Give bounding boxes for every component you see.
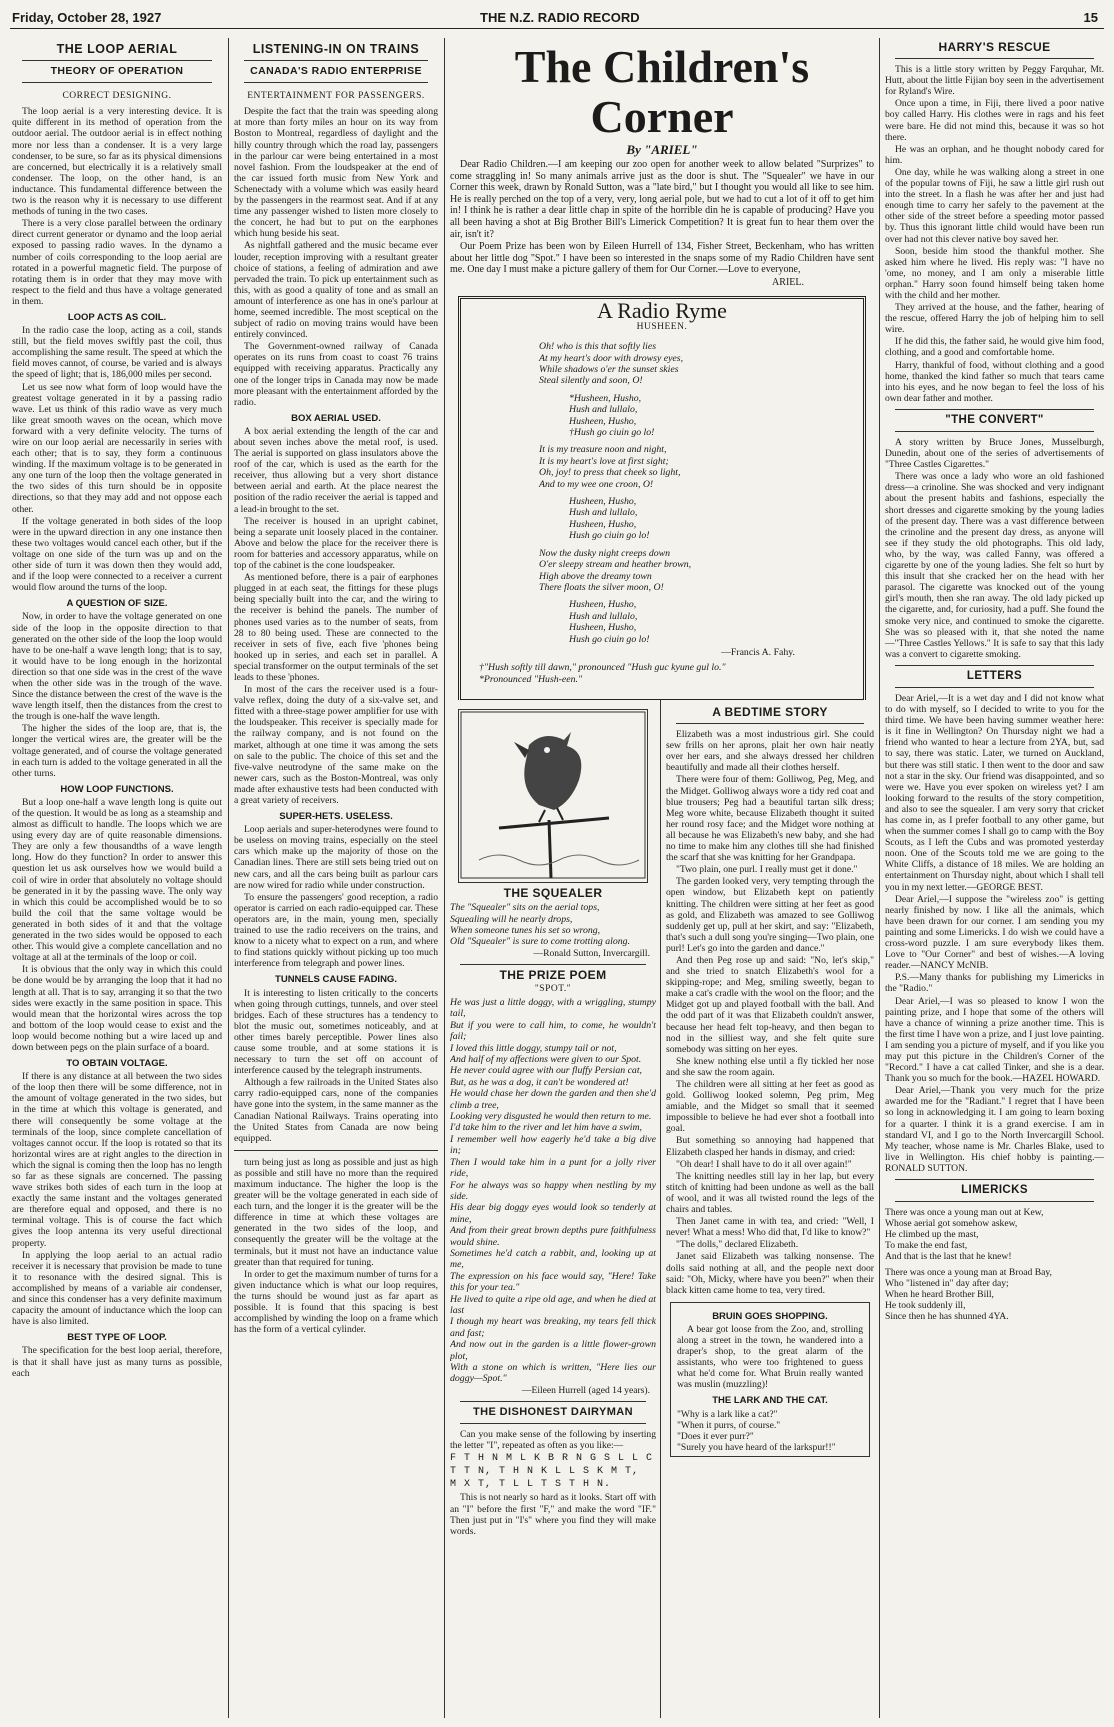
- poem-line: Now the dusky night creeps down: [539, 547, 671, 559]
- poem-line: While shadows o'er the sunset skies: [539, 364, 679, 375]
- section-heading: LOOP ACTS AS COIL.: [67, 311, 167, 323]
- squealer-drawing: [459, 710, 647, 880]
- joke-title: THE LARK AND THE CAT.: [712, 1395, 828, 1407]
- childrens-corner-intro: [450, 38, 874, 308]
- article-trains: [234, 38, 438, 1718]
- paragraph: The receiver is housed in an upright cabinet, being a separate unit loosely placed in the container. Above and below the place for the receiver there is room for batteries and accessory apparatus, while on top of the cabinet is the cone loudspeaker.: [234, 515, 438, 572]
- poem-line: He would chase her down the garden and then she'd climb a tree,: [450, 1088, 656, 1111]
- letter: Dear Ariel,—It is a wet day and I did not know what to do with myself, so I decided to write to you for the third time. We have been having summer weather here: is it fine in Wellington? On Thursday night we had a friend who wanted to hear a lecture from 2YA, but, sad to say, there was static. Later, we turned on Auckland, but there was still static. I then went to the door and saw not a star in the sky. Our friend was disappointed, and so were we. Have you ever spoken on wireless yet? I am looking forward to the results of the story competition, and also to see the squealer. I am very sorry that cricket has come in, as I prefer football to any other game, but when the summer comes I shall go to camp with the Boy Scouts, as I left the Cubs and was promoted yesterday noon. One of the Scouts told me we are going to the White Cliffs, a distance of 18 miles. We are holding an entertainment on Thursday night, about which I shall tell you in my next letter.—GEORGE BEST.: [885, 692, 1104, 893]
- poem-line: He never could agree with our fluffy Persian cat,: [450, 1065, 642, 1077]
- section-heading: BOX AERIAL USED.: [291, 412, 381, 424]
- footnote: †"Hush softly till dawn," pronounced "Hush guc kyune gul lo.": [479, 662, 726, 674]
- column-rule: [879, 38, 880, 1718]
- poem-line: Oh! who is this that softly lies: [539, 341, 657, 353]
- poem-title: A Radio Ryme: [597, 298, 727, 323]
- poem-line: Husheen, Husho,: [569, 599, 637, 611]
- headline: A BEDTIME STORY: [712, 705, 828, 719]
- article-bedtime-story: [666, 705, 874, 1715]
- poem-line: He was just a little doggy, with a wriggling, stumpy tail,: [450, 997, 656, 1020]
- poem-line: The "Squealer" sits on the aerial tops,: [450, 902, 600, 914]
- poem-line: Husheen, Husho,: [569, 622, 637, 634]
- poem-subtitle: "SPOT.": [534, 983, 572, 994]
- letter: P.S.—Many thanks for publishing my Limericks in the "Radio.": [885, 972, 1104, 995]
- puzzle-code: M X T, T L L T S T H N.: [450, 1479, 612, 1491]
- letter: Dear Ariel,—I suppose the "wireless zoo" is getting nearly finished by now. I like all the animals, which have been drawn for our corner. I am sending you my painting and some Limericks. I do wish we could have a cross-word puzzle. I am sure everybody likes them. Love to "Our Corner" and best of wishes.—A loving reader.—NANCY McNIB.: [885, 893, 1104, 972]
- paragraph: As mentioned before, there is a pair of earphones plugged in at each seat, the fittings for these plugs being specially built into the car, and the wiring to the receiver is behind the panels. The number of phones used varies as to the number of seats, from 28 to 80 being used. These are connected to the receiver in sets of five, each five 'phones being hooked up in series, and each set in parallel. A special transformer on the output terminals of the set leads to these 'phones.: [234, 572, 438, 683]
- poem-title: THE SQUEALER: [503, 886, 603, 900]
- poem-line: *Husheen, Husho,: [569, 392, 642, 404]
- poem-body: [450, 997, 656, 1385]
- column-rule: [444, 38, 445, 1718]
- headline: HARRY'S RESCUE: [938, 40, 1051, 54]
- byline: By "ARIEL": [626, 142, 698, 157]
- limerick-line: Who "listened in" day after day;: [885, 1277, 1009, 1289]
- section-title: The Children's Corner: [514, 41, 810, 142]
- limerick-line: Whose aerial got somehow askew,: [885, 1218, 1018, 1230]
- paragraph: Our Poem Prize has been won by Eileen Hurrell of 134, Fisher Street, Beckenham, who has written about her little dog "Spot." I have been so interested in the snaps some of my Radio Children have sent me. One day I must make a picture gallery of them for Our Corner.—Love to everyone,: [450, 241, 874, 276]
- masthead: [10, 8, 1104, 29]
- paragraph-continued: turn being just as long as possible and just as high as possible and still have no more than the required maximum inductance. The higher the loop is the greater will be the voltage generated in each side of each turn, and the longer it is the greater will be the difference in time at which these voltages are generated in the two sides of the loop, and consequently the greater will be the voltage at the terminals, but it must not have an inductance value greater than that required for tuning.: [234, 1156, 438, 1268]
- paragraph: "The dolls," declared Elizabeth.: [676, 1239, 799, 1251]
- paragraph: A box aerial extending the length of the car and about seven inches above the metal roof, is used. The aerial is supported on glass insulators above the roof of the car, which is used as the earth for the receiver, thus allowing but a very short distance between aerial and earth. At the place nearest the position of the radio receiver the aerial is tapped and a lead-in brought to the set.: [234, 425, 438, 515]
- section-heading: BEST TYPE OF LOOP.: [67, 1332, 167, 1344]
- paragraph: But something so annoying had happened that Elizabeth clasped her hands in dismay, and cried:: [666, 1135, 874, 1158]
- column-rule: [228, 38, 229, 1718]
- joke-body: [677, 1409, 863, 1453]
- limerick-line: There was once a young man out at Kew,: [885, 1207, 1044, 1219]
- poem-line: It is my treasure noon and night,: [539, 444, 667, 456]
- paragraph: This is a little story written by Peggy Farquhar, Mt. Hutt, about the little Fijian boy seen in the advertisement for Ryland's Wire.: [885, 64, 1104, 98]
- poem-line: Oh, joy! to press that cheek so light,: [539, 467, 681, 479]
- paragraph: Despite the fact that the train was speeding along at more than forty miles an hour on its way from Boston to Montreal, regardless of daylight and the hilly country through which the road lay, passengers in the parlour car were being entertained in a most novel fashion. From the loudspeaker at the end of the car issued forth music from New York and Schenectady with a volume which was easily heard by the passengers in the rearmost seat. And if at any time any passenger wished to listen more closely to the concert, he had but to put on the earphones which hung beside his seat.: [234, 106, 438, 240]
- column-poems: [450, 705, 656, 1715]
- column-rule: [660, 700, 661, 1718]
- headline: LETTERS: [966, 669, 1023, 682]
- paragraph: Once upon a time, in Fiji, there lived a poor native boy called Harry. His clothes were in rags and his feet were bare. He did not mind this, because it was so hot there.: [885, 98, 1104, 143]
- paragraph: Let us see now what form of loop would have the greatest voltage generated in it by a passing radio wave. Let us think of this radio wave as very much like great smooth waves on the ocean, which move forward with a very definite velocity. The turns of wire on our loop aerial are necessarily in series with each other; that is to say, they form a continuous winding. If the maximum voltage is to be generated in any one turn of the loop then the voltage generated in the two sides of this turn should be in opposite directions, so that they may add and not oppose each other.: [12, 381, 222, 515]
- poem-line: Hush go ciuin go lo!: [569, 530, 650, 542]
- paragraph: The knitting needles still lay in her lap, but every stitch of knitting had been undone as well as the ball of wool, and it was all twisted round the legs of the chairs and tables.: [666, 1170, 874, 1216]
- paragraph: In the radio case the loop, acting as a coil, stands still, but the field moves swiftly past the coil, thus accomplishing the same result. The speed at which the field moves cannot, of course, be varied and is always the speed of light; that is, 186,000 miles per second.: [12, 325, 222, 381]
- puzzle-code: T T N, T H N K L L S K M T,: [450, 1466, 640, 1478]
- poem-line: I though my heart was breaking, my tears fell thick and fast;: [450, 1316, 656, 1339]
- section-heading: A QUESTION OF SIZE.: [66, 598, 168, 610]
- poem-line: The expression on his face would say, "Here! Take this for your tea.": [450, 1270, 656, 1294]
- paragraph: There is a very close parallel between the ordinary direct current generator or dynamo and the loop aerial exposed to passing radio waves. In the dynamo a number of coils corresponding to the loop aerial are rotated in a powerful magnetic field. The purpose of rotating them is in order that they may move with respect to the field and thus have a voltage generated in them.: [12, 218, 222, 307]
- paragraph: There were four of them: Golliwog, Peg, Meg, and the Midget. Golliwog always wore a tidy red coat and blue trousers; Peg had a beautiful tartan silk dress; Meg wore white, because Elizabeth thought it suited her round rosy face; and the Midget wore nothing at all because he was Elizabeth's new baby, and she had no time to make him any clothes till she had finished the scarf that she was knitting for her Grandpapa.: [666, 774, 874, 864]
- poem-title: THE PRIZE POEM: [499, 967, 607, 982]
- squealer-illustration: [458, 709, 648, 883]
- paragraph: Harry, thankful of food, without clothing and a good home, thanked the kind father so much that tears came into his eyes, and he now began to feel the loss of his own dear father and mother.: [885, 359, 1104, 404]
- paragraph: A story written by Bruce Jones, Musselburgh, Dunedin, about one of the series of advertisements of "Three Castles Cigarettes.": [885, 437, 1104, 471]
- paragraph: To ensure the passengers' good reception, a radio operator is carried on each radio-equipped car. These operators are, in the main, young men, specially trained to use the radio receivers on the trains, and know to a nicety what to expect on a run, and where to find stations quickly without picking up too much interference from telegraph and power lines.: [234, 891, 438, 970]
- paragraph: If there is any distance at all between the two sides of the loop then there will be some difference, not in the amount of voltage generated in the two sides, but in the time at which this voltage is generated, and there will consequently be some voltage at the terminals of the loop, since complete cancellation of voltages cannot occur. If the loop is rotated so that its horizontal wires are at right angles to the direction in which the signal is coming then the loop has no length so far as these signals are concerned. The passing wave strikes both sides of each turn in the loop at exactly the same instant and the voltages generated are therefore equal and opposed, and there is no terminal voltage. This is of course the fact which gives the loop antenna its very useful directional property.: [12, 1071, 222, 1249]
- article-loop-aerial: [12, 38, 222, 1718]
- poem-line: Steal silently and soon, O!: [539, 375, 643, 387]
- paragraph: Can you make sense of the following by inserting the letter "I", repeated as often as you like:—: [450, 1429, 656, 1452]
- poem-line: I loved this little doggy, stumpy tail or not,: [450, 1042, 617, 1054]
- poem-line: Looking very disgusted he would then return to me.: [450, 1111, 652, 1123]
- subheadline: THEORY OF OPERATION: [50, 65, 184, 78]
- paragraph: One day, while he was walking along a street in one of the popular towns of Fiji, he saw a little girl rush out into the street. In a flash he was after her and just had enough time to carry her safely to the pavement at the other side of the street before a speeding motor passed by. Thus this ignorant little child would have been run over had not this clever native boy saved her.: [885, 166, 1104, 245]
- poem-line: And from their great brown depths pure faithfulness would shine.: [450, 1225, 656, 1248]
- poem-line: It is my heart's love at first sight;: [539, 455, 669, 467]
- joke-line: "When it purrs, of course.": [677, 1419, 781, 1431]
- poem-line: O'er sleepy stream and heather brown,: [539, 559, 692, 571]
- limerick: [885, 1207, 1104, 1262]
- poem-line: High above the dreamy town: [539, 570, 652, 582]
- paragraph: In most of the cars the receiver used is a four-valve reflex, doing the duty of a six-valve set, and fitted with a three-stage power amplifier for use with the loudspeaker. This receiver is specially made for the railway company, and is not found on the market, although at one time it was among the sets on sale to the public. The choice of this set and the five-valve neutrodyne of the same make on the newer cars, such as the Boston-Montreal, was only made after exhaustive tests had been conducted with a great variety of receivers.: [234, 684, 438, 806]
- section-heading: HOW LOOP FUNCTIONS.: [60, 783, 174, 795]
- poem-line: Old "Squealer" is sure to come trotting along.: [450, 936, 631, 948]
- joke-title: BRUIN GOES SHOPPING.: [712, 1310, 828, 1322]
- signature: ARIEL.: [772, 277, 804, 289]
- paragraph: The loop aerial is a very interesting device. It is quite different in its method of operation from the outdoor aerial. The outdoor aerial is in effect nothing more nor less than a condenser. It is a very large condenser, to be sure, so far as its physical dimensions are concerned, but electrically it is a relatively small condenser. The loop, on the other hand, is an inductance. This fundamental difference between the two is the reason why it is necessary to use different methods of tuning in the two cases.: [12, 106, 222, 218]
- puzzle-code: F T H N M L K B R N G S L L C: [450, 1453, 654, 1465]
- poem-line: Hush and lullalo,: [569, 610, 638, 622]
- subheadline: CANADA'S RADIO ENTERPRISE: [250, 65, 422, 78]
- poem-line: I remember well how eagerly he'd take a big dive in;: [450, 1133, 656, 1157]
- limerick-line: When he heard Brother Bill,: [885, 1288, 994, 1300]
- publication-title: THE N.Z. RADIO RECORD: [480, 10, 640, 25]
- poem-body: [469, 341, 855, 658]
- poem-line: †Hush go ciuin go lo!: [569, 427, 655, 439]
- radio-ryme-box: [450, 290, 874, 700]
- paragraph: She knew nothing else until a fly tickled her nose and she saw the room again.: [666, 1055, 874, 1078]
- paragraph: But a loop one-half a wave length long is quite out of the question. It would be as long as a steamship and almost as difficult to handle. The loops which we are using every day are of quite reasonable dimensions. They are only a few thousandths of a wave length long. How do they function? In order to answer this question let us ask ourselves how we would build a coil of wire in order that absolutely no voltage should be generated in it by the passing wave. The only way in which this could be accomplished would be to so build the coil that the same voltage would be generated in both sides of it and that the voltage generated in the two sides would be opposed to each other. This would give a complete cancellation and no voltage at all at the terminals of the loop or coil.: [12, 796, 222, 964]
- poem-line: But, as he was a dog, it can't be wondered at!: [450, 1076, 629, 1088]
- paragraph: The higher the sides of the loop are, that is, the longer the vertical wires are, the greater will be the voltage generated, and of course the voltage generated in each turn is added to the voltage generated in all the other turns.: [12, 723, 222, 779]
- kicker: ENTERTAINMENT FOR PASSENGERS.: [247, 91, 425, 102]
- limerick: [885, 1267, 1104, 1322]
- paragraph: As nightfall gathered and the music became ever louder, reception improving with a resultant greater choice of stations, a feeling of admiration and awe pervaded the train. To pick up entertainment such as this, with as good a quality of tone and as small an amount of interference as one has in one's parlour at home, seemed incredible. The most sceptical on the subject of radio on moving trains would have been entirely convinced.: [234, 240, 438, 341]
- footnote: *Pronounced "Hush-een.": [479, 673, 583, 685]
- paragraph: Loop aerials and super-heterodynes were found to be useless on moving trains, especially on the steel cars which make up the majority of those on the Canadian lines. There are still sets being tried out on new cars, and all the cars being built as parlour cars are now wired for radio while under construction.: [234, 824, 438, 891]
- section-heading: TUNNELS CAUSE FADING.: [275, 974, 397, 986]
- poem-line: I'd take him to the river and let him have a swim,: [450, 1122, 643, 1134]
- poem-line: His dear big doggy eyes would look so tenderly at mine,: [450, 1202, 656, 1225]
- paragraph: Dear Radio Children.—I am keeping our zoo open for another week to allow belated "Surprizes" to come straggling in! So many animals arrive just as the door is shut. The "Squealer" we have in our Corner this week, drawn by Ronald Sutton, was a "late bird," but I thought you would all like to see him. He is really perched on the top of a very, very, long aerial pole, but we had to cut a lot of it off to get him in! I think he is rather a dear little chap in spite of the horrible din he is capable of producing? Have you all been having a shot at Big Brother Bill's Limerick Competition? It is great fun to hear them over the air, isn't it?: [450, 159, 874, 240]
- poem-line: But if you were to call him, to come, he wouldn't fail;: [450, 1019, 656, 1043]
- poem-line: And to my wee one croon, O!: [539, 478, 654, 490]
- limerick-line: To make the end fast,: [885, 1240, 968, 1252]
- headline: THE LOOP AERIAL: [56, 42, 178, 56]
- puzzle-title: THE DISHONEST DAIRYMAN: [473, 1405, 633, 1418]
- paragraph: And then Peg rose up and said: "No, let's skip," and she tried to snatch Elizabeth's wool for a skipping-rope; and Meg, smiling sweetly, began to make a cat's cradle with the wool on the floor; and the Midget got up and played football with the ball. And the odd part of it was that Elizabeth couldn't answer, because her head felt top-heavy, and then began to nod in the silliest way, and she felt quite sure somebody was sitting on her eyes.: [666, 954, 874, 1055]
- joke-line: "Surely you have heard of the larkspur!!": [677, 1441, 836, 1453]
- poem-line: And half of my affections were given to our Spot.: [450, 1054, 642, 1066]
- headline: "THE CONVERT": [945, 413, 1044, 426]
- paragraph: If he did this, the father said, he would give him food, clothing, and a good and comfortable home.: [885, 336, 1104, 359]
- paragraph: They arrived at the house, and the father, hearing of the rescue, offered Harry the job of helping him to sell wire.: [885, 302, 1104, 336]
- paragraph: It is interesting to listen critically to the concerts when going through cuttings, tunnels, and over steel bridges. Each of these structures has a tendency to blot the music out, sometimes noticeably, and at other times barely perceptible. Power lines also cause some trouble, and at some stations it is necessary to turn the set off on account of interference caused by the telegraph instruments.: [234, 987, 438, 1077]
- poem-credit: —Eileen Hurrell (aged 14 years).: [521, 1384, 650, 1396]
- page-number: 15: [1083, 10, 1098, 25]
- joke-line: "Why is a lark like a cat?": [677, 1408, 778, 1420]
- paragraph: It is obvious that the only way in which this could be done would be by arranging the loop that it had no length at all. That is to say, arranging it so that the two sides were exactly in the same position in space. This would mean that the horizontal wires across the top and bottom of the loop would cease to exist and the loop would become nothing but a wire laced up and down between pegs on the plain surface of a board.: [12, 964, 222, 1053]
- poem-line: Then I would take him in a punt for a jolly river ride,: [450, 1156, 656, 1180]
- column-readers: [885, 38, 1104, 1718]
- paragraph: Then Janet came in with tea, and cried: "Well, I never! What a mess! Who did that, I'd like to know?": [666, 1216, 874, 1239]
- joke-line: "Does it ever purr?": [677, 1430, 754, 1442]
- headline: LISTENING-IN ON TRAINS: [252, 42, 420, 56]
- paragraph: A bear got loose from the Zoo, and, strolling along a street in the town, he wandered into a draper's shop, to the great alarm of the assistants, who were too frightened to guess what he'd come for. What Bruin really wanted was muslin (muzzling)!: [677, 1323, 863, 1391]
- poem-author: —Francis A. Fahy.: [721, 646, 795, 658]
- poem-line: Husheen, Husho,: [569, 415, 637, 427]
- poem-line: With a stone on which is written, "Here lies our doggy—Spot.": [450, 1362, 656, 1385]
- paragraph: There was once a lady who wore an old fashioned dress—a crinoline. She was shocked and very indignant about the present habits and fashions, especially the short dresses and cigarette smoking by the young ladies of the present day. There was a vast difference between the crinoline and the present day dress, as anyone will see if they study the old photographs. This old lady, who, by the way, was called Fanny, was offered a cigarette by one of the young ladies. She felt so hurt by this insult that she cracked her on the head with her parasol. The cigarette was knocked out of the young girl's mouth, then she ran away. The old lady picked up the cigarette, and, for curiosity, had a puff. She found the smoke very nice, and continued to smoke the cigarette. She was so pleased with it, that she noted the name—"Three Castles Yellows." It is safe to say that this lady was a convert to cigarette smoking.: [885, 471, 1104, 660]
- letter: Dear Ariel,—I was so pleased to know I won the painting prize, and I hope that some of the others will have a chance of winning a prize another time. This is the first time I have won a prize, and I just love painting. I am sending you a picture of myself, and if you like you may put this picture in the Children's Corner of the "Record." I have a cat called Tinker, and she is a dear. Thank you so much for the book.—HAZEL HOWARD.: [885, 995, 1104, 1085]
- paragraph: The garden looked very, very tempting through the open window, but Elizabeth kept on patiently knitting. The children were sitting at her feet as good as gold, and Elizabeth was amazed to see Golliwog suddenly get up, pull at her skirt, and say: "Elizabeth, that's such a dull song you're singing—Two plain, one purl! Let's go into the garden and dance.": [666, 876, 874, 954]
- paragraph: "Oh dear! I shall have to do it all over again!": [676, 1158, 852, 1170]
- paragraph: Janet said Elizabeth was talking nonsense. The dolls said nothing at all, and the people next door said: "Oh, Micky, where have you been?" when their black kitten came home to tea, very tired.: [666, 1251, 874, 1296]
- poem-line: Hush go ciuin go lo!: [569, 633, 650, 645]
- poem-line: When someone tunes his set so wrong,: [450, 924, 601, 936]
- issue-date: Friday, October 28, 1927: [12, 10, 162, 25]
- paragraph: Soon, beside him stood the thankful mother. She asked him where he lived. His reply was: "I have no 'ome, no money, and I am only a miserable little orphan." Harry soon found himself being taken home with the child and her mother.: [885, 245, 1104, 301]
- limerick-line: And that is the last that he knew!: [885, 1251, 1012, 1263]
- poem-credit: —Ronald Sutton, Invercargill.: [533, 947, 650, 959]
- paragraph: The Government-owned railway of Canada operates on its runs from coast to coast 76 trains equipped with receiving apparatus. Practically any one of the longer trips in Canada may now be made more pleasant with the entertainment afforded by the radio.: [234, 341, 438, 408]
- limerick-line: He climbed up the mast,: [885, 1229, 979, 1241]
- kicker: CORRECT DESIGNING.: [62, 91, 172, 102]
- poem-line: Hush and lullalo,: [569, 507, 638, 519]
- paragraph: "Two plain, one purl. I really must get it done.": [676, 864, 858, 876]
- poem-line: Hush and lullalo,: [569, 404, 638, 416]
- paragraph: Although a few railroads in the United States also carry radio-equipped cars, none of the companies have gone into the system, in the same manner as the Canadian National Railways. Trains operating into the United States from Canada are now being equipped.: [234, 1077, 438, 1144]
- limerick-line: There was once a young man at Broad Bay,: [885, 1266, 1052, 1278]
- poem-body: [450, 902, 656, 948]
- poem-line: Husheen, Husho,: [569, 496, 637, 508]
- poem-line: Squealing will he nearly drops,: [450, 913, 573, 925]
- headline: LIMERICKS: [961, 1184, 1028, 1196]
- jokes-box: [670, 1302, 870, 1457]
- section-heading: TO OBTAIN VOLTAGE.: [66, 1058, 168, 1070]
- paragraph: Elizabeth was a most industrious girl. She could sew frills on her aprons, plait her own hair neatly over her ears, and she always dressed her children beautifully and made all their clothes herself.: [666, 729, 874, 774]
- paragraph-continued: In order to get the maximum number of turns for a given inductance which is what our loop requires, the turns should be wound just as far apart as possible. It is found that this spacing is best accomplished by winding the loop on a frame which has the form of a vertical cylinder.: [234, 1268, 438, 1336]
- poem-line: There floats the silver moon, O!: [539, 581, 664, 593]
- section-heading: SUPER-HETS. USELESS.: [279, 811, 393, 823]
- poem-line: At my heart's door with drowsy eyes,: [539, 352, 684, 364]
- paragraph: The specification for the best loop aerial, therefore, is that it shall have just as many turns as possible, each: [12, 1345, 222, 1379]
- paragraph: Now, in order to have the voltage generated on one side of the loop in the opposite direction to that generated on the other side of the loop the loop would have to be one-half a wave length long; that is to say, it would have to be long enough in the horizontal direction so that one side was in the crest of the wave when the other side was in the trough of the wave. Since the distance between the crest of the wave is the wave length itself, then the distances from the crest to the trough is one-half the wave length.: [12, 611, 222, 723]
- letter: Dear Ariel,—Thank you very much for the prize awarded me for the "Radiant." I regret that I have been so long in acknowledging it. I am going to learn boxing for a quarter. I think it is a grand exercise. I am in standard VI, and I go to the North Invercargill School. My teacher, whose name is Mr. Charles Blake, used to live in Wellington. His chief hobby is painting.—RONALD SUTTON.: [885, 1085, 1104, 1174]
- paragraph: If the voltage generated in both sides of the loop were in the upward direction in any one instance then these two voltages would cancel each other, but if the voltage on one side of the turn was up and on the other side of turn it was down then they would add, and if the loop were connected to a receiver a current would flow around the turns of the loop.: [12, 515, 222, 594]
- poem-line: Husheen, Husho,: [569, 518, 637, 530]
- paragraph: In applying the loop aerial to an actual radio receiver it is necessary that provision be made to tune it to resonance with the desired signal. This is accomplished by means of a variable air condenser, and since this condenser has a very definite maximum capacity the amount of inductance which the loop can have is also limited.: [12, 1249, 222, 1328]
- poem-subtitle: HUSHEEN.: [636, 322, 688, 333]
- paragraph: He was an orphan, and he thought nobody cared for him.: [885, 143, 1104, 166]
- paragraph: This is not nearly so hard as it looks. Start off with an "I" before the first "F," and make the word "IF." Then just put in "I's" where you find they will make words.: [450, 1492, 656, 1537]
- poem-line: For he always was so happy when nestling by my side.: [450, 1179, 656, 1202]
- poem-line: Sometimes he'd catch a rabbit, and, looking up at me,: [450, 1247, 656, 1271]
- poem-line: And now out in the garden is a little flower-grown plot,: [450, 1339, 656, 1362]
- poem-line: He lived to quite a ripe old age, and when he died at last: [450, 1293, 656, 1316]
- paragraph: The children were all sitting at her feet as good as gold. Golliwog looked solemn, Peg prim, Meg amiable, and the Midget so small that it seemed impossible to believe he had ever shot a football into goal.: [666, 1079, 874, 1135]
- limerick-line: Since then he has shunned 4YA.: [885, 1310, 1009, 1322]
- limerick-line: He took suddenly ill,: [885, 1299, 966, 1311]
